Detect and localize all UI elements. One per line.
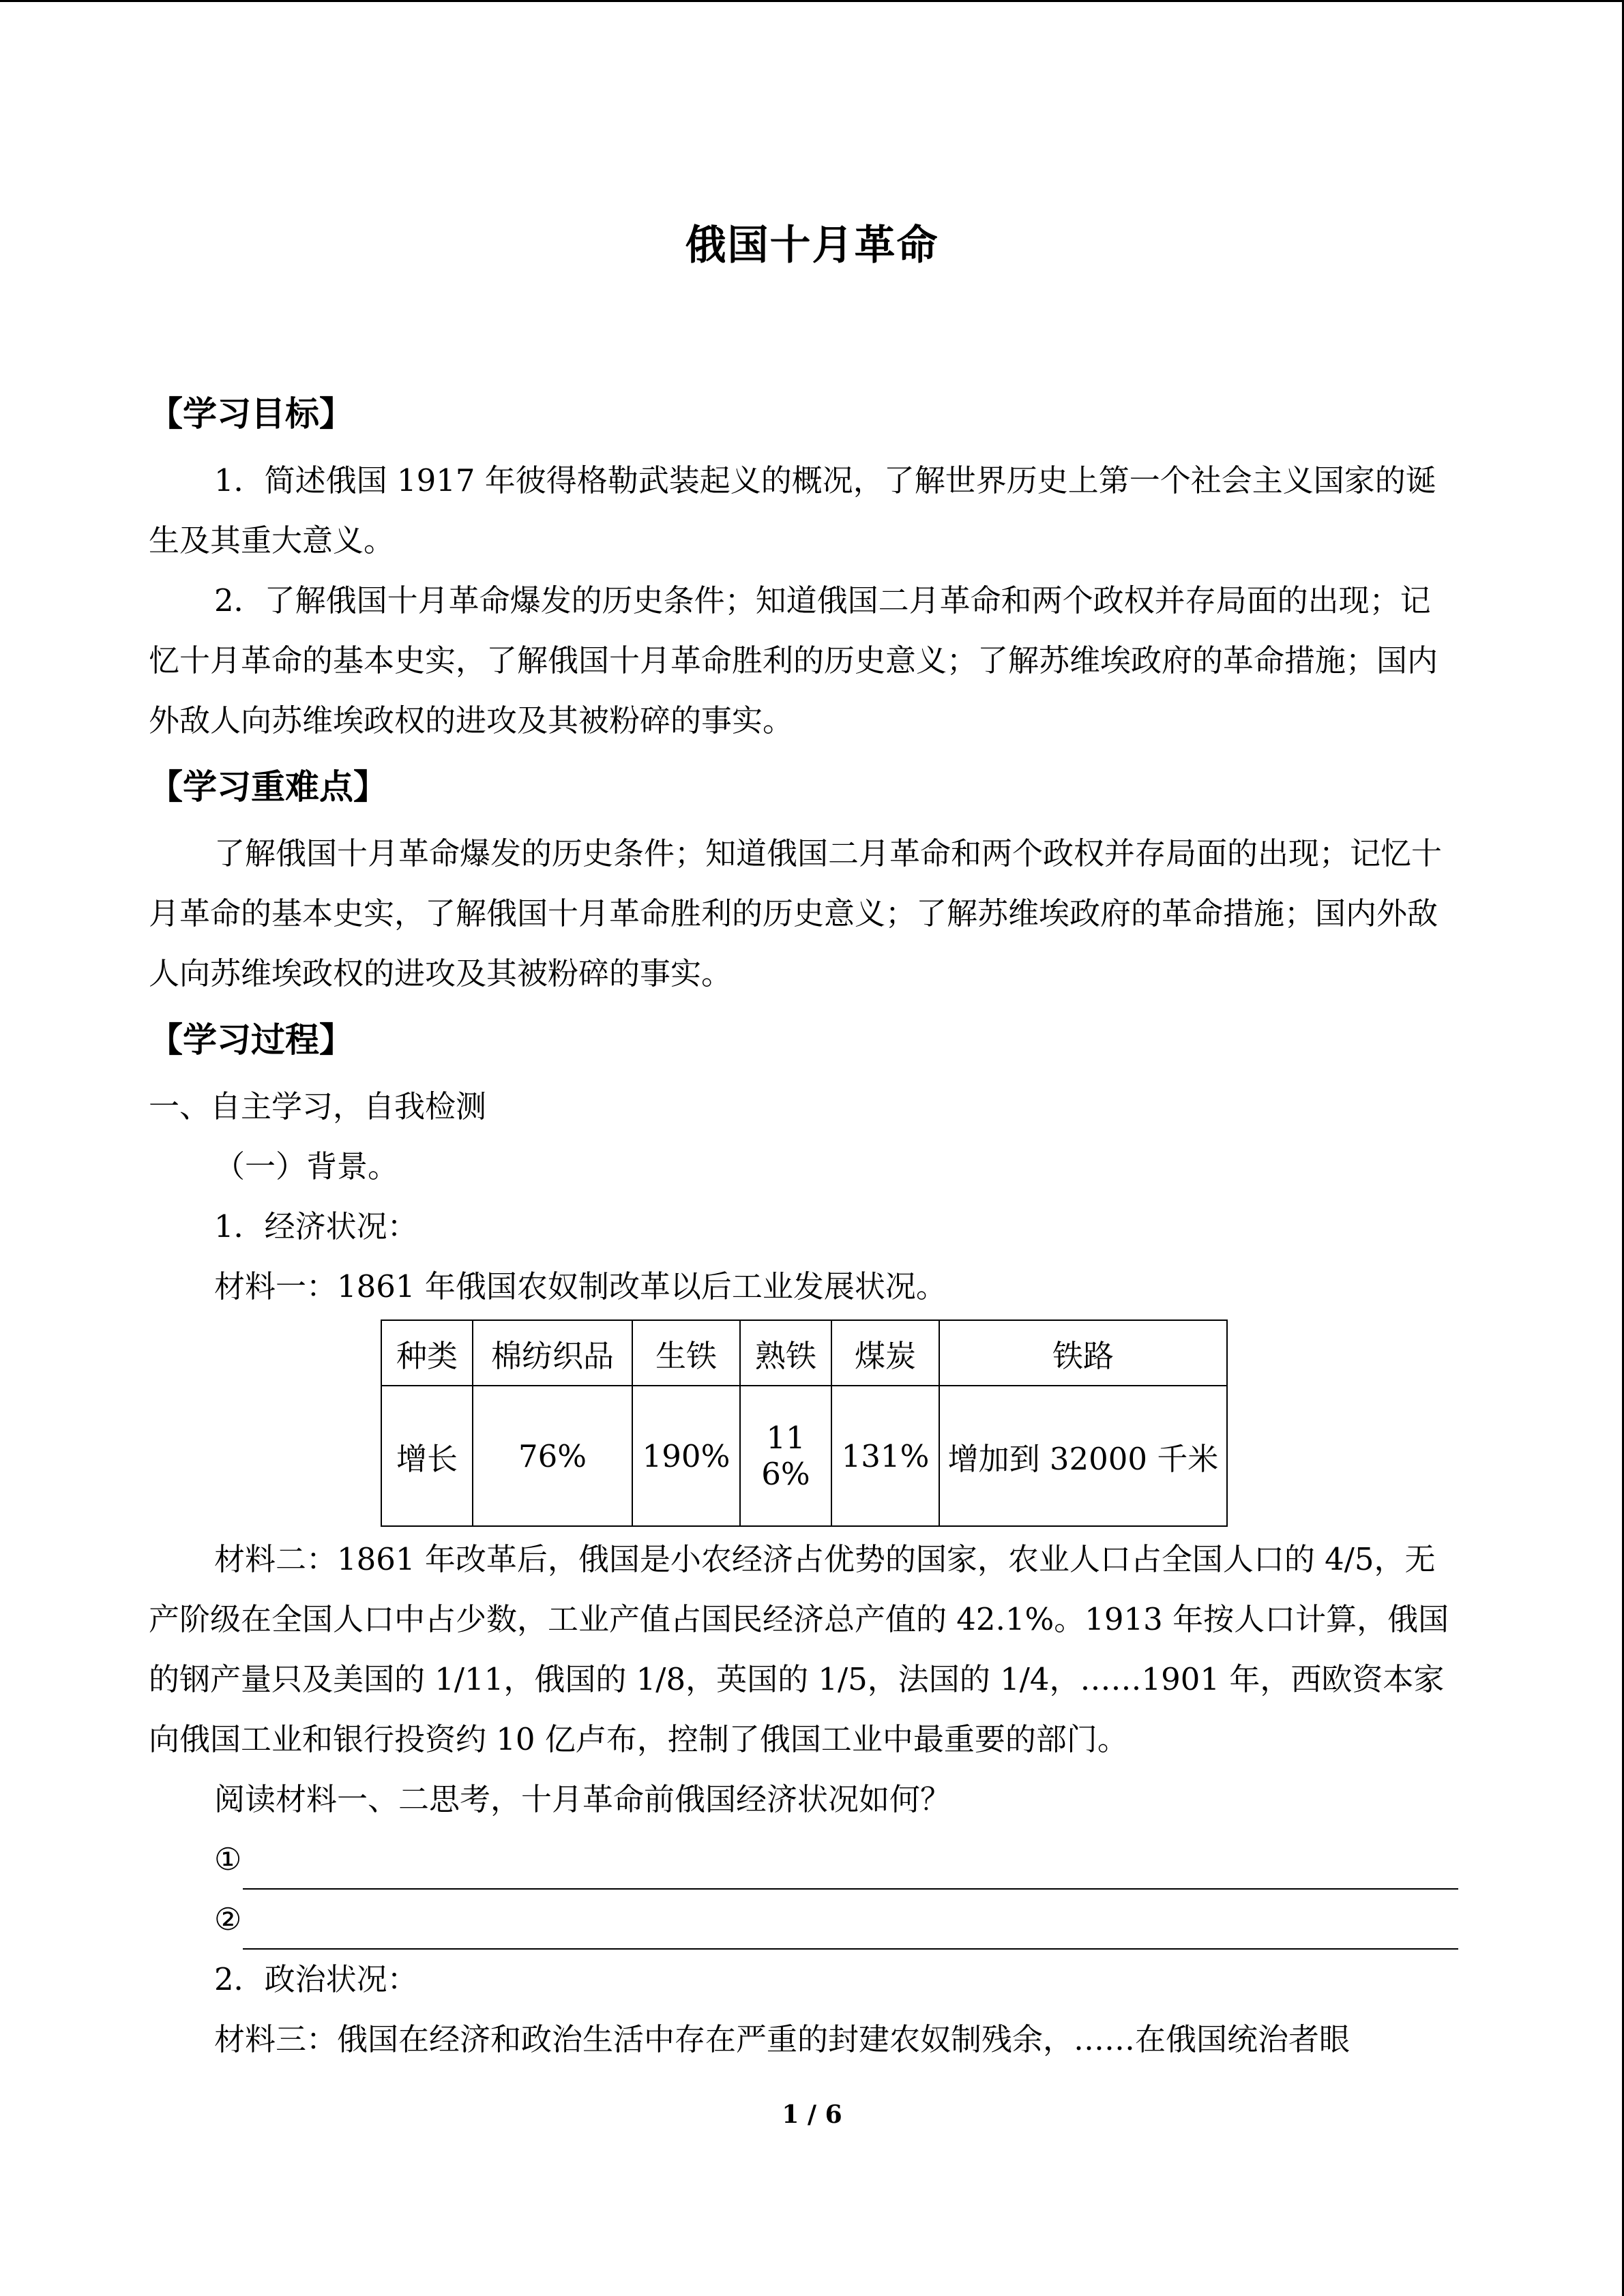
- answer-line-1[interactable]: [149, 1830, 1458, 1890]
- table-header-cell: 生铁: [632, 1320, 740, 1386]
- table-header-cell: 种类: [381, 1320, 473, 1386]
- political-status-heading: 2．政治状况：: [214, 1961, 418, 1997]
- table-header-cell: 铁路: [939, 1320, 1227, 1386]
- material-1: 材料一：1861 年俄国农奴制改革以后工业发展状况。: [214, 1268, 947, 1304]
- objectives-heading: 【学习目标】: [149, 394, 353, 434]
- document-body: [149, 382, 1458, 2070]
- table-cell: 增长: [381, 1386, 473, 1526]
- answer-blank-1[interactable]: [243, 1845, 1458, 1890]
- table-header-cell: 熟铁: [740, 1320, 831, 1386]
- industry-growth-table: [381, 1320, 1228, 1527]
- objective-item-1: 1．简述俄国 1917 年彼得格勒武装起义的概况，了解世界历史上第一个社会主义国家的诞生及其重大意义。: [149, 462, 1436, 558]
- table-cell: 131%: [831, 1386, 939, 1526]
- process-heading: 【学习过程】: [149, 1020, 353, 1060]
- material-3: 材料三：俄国在经济和政治生活中存在严重的封建农奴制残余，……在俄国统治者眼: [214, 2021, 1350, 2057]
- answer-marker-1: ①: [214, 1841, 242, 1877]
- key-points-heading: 【学习重难点】: [149, 767, 387, 807]
- objective-item-2: 2．了解俄国十月革命爆发的历史条件；知道俄国二月革命和两个政权并存局面的出现；记忆十月革命的基本史实，了解俄国十月革命胜利的历史意义；了解苏维埃政府的革命措施；国内外敌人向苏维埃政权的进攻及其被粉碎的事实。: [149, 582, 1438, 739]
- material-2: 材料二：1861 年改革后，俄国是小农经济占优势的国家，农业人口占全国人口的 4/5，无产阶级在全国人口中占少数，工业产值占国民经济总产值的 42.1%。1913 年按人口计算，俄国的钢产量只及美国的 1/11，俄国的 1/8，英国的 1/5，法国的 1/4，……1901 年，西欧资本家向俄国工业和银行投资约 10 亿卢布，控制了俄国工业中最重要的部门。: [149, 1541, 1449, 1757]
- table-cell: 增加到 32000 千米: [939, 1386, 1227, 1526]
- table-cell: 76%: [473, 1386, 632, 1526]
- answer-blank-2[interactable]: [243, 1905, 1458, 1950]
- answer-line-2[interactable]: [149, 1890, 1458, 1950]
- table-cell: 116%: [740, 1386, 831, 1526]
- economic-status-heading: 1．经济状况：: [214, 1208, 418, 1244]
- subsection-background: （一）背景。: [214, 1148, 399, 1184]
- table-cell: 190%: [632, 1386, 740, 1526]
- table-header-cell: 煤炭: [831, 1320, 939, 1386]
- part-1-heading: 一、自主学习，自我检测: [149, 1088, 487, 1124]
- table-row: [381, 1386, 1227, 1526]
- page-title: 俄国十月革命: [685, 222, 939, 269]
- question-economy: 阅读材料一、二思考，十月革命前俄国经济状况如何？: [214, 1781, 951, 1817]
- key-points-text: 了解俄国十月革命爆发的历史条件；知道俄国二月革命和两个政权并存局面的出现；记忆十月革命的基本史实，了解俄国十月革命胜利的历史意义；了解苏维埃政府的革命措施；国内外敌人向苏维埃政权的进攻及其被粉碎的事实。: [149, 835, 1443, 992]
- table-header-cell: 棉纺织品: [473, 1320, 632, 1386]
- page-number: 1 / 6: [782, 2100, 842, 2129]
- answer-marker-2: ②: [214, 1901, 242, 1937]
- table-header-row: [381, 1320, 1227, 1386]
